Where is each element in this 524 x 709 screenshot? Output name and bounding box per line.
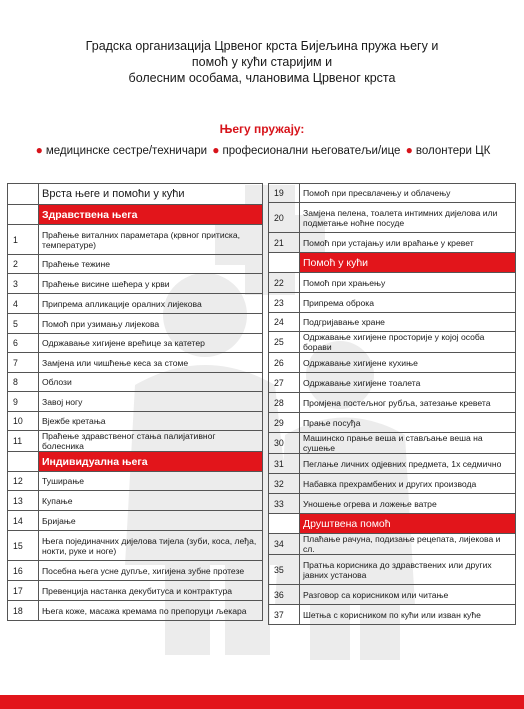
table-row [8, 255, 263, 274]
services-table-left [7, 183, 263, 621]
row-number: 11 [8, 431, 39, 452]
row-service: Помоћ при узимању лијекова [39, 314, 263, 334]
intro-text [0, 38, 524, 86]
row-service: Одржавање хигијене врећице за катетер [39, 334, 263, 353]
row-number: 18 [8, 601, 39, 621]
section-num-cell [8, 205, 39, 225]
table-row [269, 353, 516, 373]
row-number: 22 [269, 273, 300, 293]
table-row [8, 314, 263, 334]
row-service: Шетња с корисником по кући или изван куће [300, 605, 516, 625]
row-number: 37 [269, 605, 300, 625]
table-header: Врста његе и помоћи у кући [39, 184, 263, 205]
row-service: Разговор са корисником или читање [300, 585, 516, 605]
row-number: 24 [269, 313, 300, 332]
row-number: 16 [8, 561, 39, 581]
row-service: Припрема апликације оралних лијекова [39, 294, 263, 314]
row-number: 23 [269, 293, 300, 313]
table-row [8, 274, 263, 294]
table-header-row [8, 184, 263, 205]
row-number: 2 [8, 255, 39, 274]
services-table-right [268, 183, 516, 625]
row-number: 31 [269, 454, 300, 474]
row-service: Набавка прехрамбених и других производа [300, 474, 516, 494]
row-number: 7 [8, 353, 39, 373]
table-row [8, 353, 263, 373]
intro-line-3: болесним особама, члановима Црвеног крста [128, 71, 396, 85]
row-service: Посебна њега усне дупље, хигијена зубне протезе [39, 561, 263, 581]
row-number: 6 [8, 334, 39, 353]
table-row [269, 393, 516, 413]
row-service: Одржавање хигијене тоалета [300, 373, 516, 393]
section-num-cell [269, 253, 300, 273]
row-number: 36 [269, 585, 300, 605]
row-number: 4 [8, 294, 39, 314]
row-number: 30 [269, 433, 300, 454]
row-number: 13 [8, 491, 39, 511]
table-row [8, 225, 263, 255]
section-heading: Здравствена њега [39, 205, 263, 225]
row-service: Плаћање рачуна, подизање рецепата, лијекова и сл. [300, 534, 516, 555]
section-num-cell [8, 452, 39, 472]
bullet-icon: ● [212, 143, 220, 157]
row-number: 29 [269, 413, 300, 433]
row-number: 9 [8, 392, 39, 412]
row-service: Праћење виталних параметара (крвног притиска, температуре) [39, 225, 263, 255]
table-row [8, 491, 263, 511]
footer-bar [0, 695, 524, 709]
row-number: 19 [269, 184, 300, 203]
section-heading: Индивидуална њега [39, 452, 263, 472]
row-number: 3 [8, 274, 39, 294]
bullet-icon: ● [405, 143, 413, 157]
row-number: 1 [8, 225, 39, 255]
table-row [8, 334, 263, 353]
row-service: Вјежбе кретања [39, 412, 263, 431]
table-row [269, 273, 516, 293]
table-row [269, 534, 516, 555]
row-service: Бријање [39, 511, 263, 531]
section-row [269, 253, 516, 273]
row-service: Пеглање личних одјевних предмета, 1х седмично [300, 454, 516, 474]
row-service: Одржавање хигијене кухиње [300, 353, 516, 373]
row-number: 21 [269, 233, 300, 253]
row-service: Пратња корисника до здравствених или других јавних установа [300, 555, 516, 585]
table-row [8, 392, 263, 412]
row-service: Уношење огрева и ложење ватре [300, 494, 516, 514]
table-row [8, 373, 263, 392]
row-service: Промјена постељног рубља, затезање кревета [300, 393, 516, 413]
section-row [8, 452, 263, 472]
row-number: 33 [269, 494, 300, 514]
row-number: 20 [269, 203, 300, 233]
table-row [269, 555, 516, 585]
row-number: 28 [269, 393, 300, 413]
intro-line-2: помоћ у кући старијим и [191, 55, 333, 69]
bullet-icon: ● [35, 143, 43, 157]
intro-line-1: Градска организација Црвеног крста Бијељина пружа његу и [85, 39, 439, 53]
table-row [8, 561, 263, 581]
table-row [269, 433, 516, 454]
row-service: Припрема оброка [300, 293, 516, 313]
table-row [269, 474, 516, 494]
row-number: 5 [8, 314, 39, 334]
section-row [269, 514, 516, 534]
row-service: Превенција настанка декубитуса и контрактура [39, 581, 263, 601]
role-item: професионални његоватељи/ице [222, 145, 401, 157]
table-row [269, 585, 516, 605]
table-row [8, 472, 263, 491]
table-row [8, 601, 263, 621]
row-number: 8 [8, 373, 39, 392]
row-number: 12 [8, 472, 39, 491]
row-service: Облози [39, 373, 263, 392]
row-number: 14 [8, 511, 39, 531]
table-row [8, 412, 263, 431]
section-heading: Помоћ у кући [300, 253, 516, 273]
table-row [8, 294, 263, 314]
row-service: Туширање [39, 472, 263, 491]
role-item: медицинске сестре/техничари [45, 145, 208, 157]
section-heading: Друштвена помоћ [300, 514, 516, 534]
row-service: Купање [39, 491, 263, 511]
row-service: Замјена пелена, тоалета интимних дијелова или подметање ноћне посуде [300, 203, 516, 233]
table-row [269, 494, 516, 514]
table-row [269, 293, 516, 313]
row-service: Праћење здравственог стања палијативног болесника [39, 431, 263, 452]
row-number: 32 [269, 474, 300, 494]
provides-heading: Његу пружају: [219, 122, 305, 136]
table-row [269, 184, 516, 203]
table-row [269, 413, 516, 433]
table-row [269, 233, 516, 253]
table-row [8, 511, 263, 531]
row-service: Завој ногу [39, 392, 263, 412]
role-item: волонтери ЦК [415, 145, 491, 157]
row-service: Одржавање хигијене просторије у којој особа борави [300, 332, 516, 353]
row-service: Праћење висине шећера у крви [39, 274, 263, 294]
row-number: 25 [269, 332, 300, 353]
table-row [269, 605, 516, 625]
row-number: 26 [269, 353, 300, 373]
table-row [269, 373, 516, 393]
row-service: Прање посуђа [300, 413, 516, 433]
row-service: Помоћ при пресвлачењу и облачењу [300, 184, 516, 203]
table-row [8, 431, 263, 452]
header-num-cell [8, 184, 39, 205]
table-row [8, 581, 263, 601]
row-service: Њега појединачних дијелова тијела (зуби, коса, леђа, нокти, руке и ноге) [39, 531, 263, 561]
table-row [8, 531, 263, 561]
row-service: Помоћ при устајању или враћање у кревет [300, 233, 516, 253]
row-service: Машинско прање веша и стављање веша на сушење [300, 433, 516, 454]
row-number: 17 [8, 581, 39, 601]
row-service: Њега коже, масажа кремама по препоруци љекара [39, 601, 263, 621]
row-service: Праћење тежине [39, 255, 263, 274]
row-service: Подгријавање хране [300, 313, 516, 332]
table-row [269, 203, 516, 233]
table-row [269, 332, 516, 353]
row-service: Замјена или чишћење кеса за стоме [39, 353, 263, 373]
row-number: 35 [269, 555, 300, 585]
roles-list [0, 143, 524, 157]
row-number: 34 [269, 534, 300, 555]
row-service: Помоћ при храњењу [300, 273, 516, 293]
section-num-cell [269, 514, 300, 534]
row-number: 15 [8, 531, 39, 561]
section-row [8, 205, 263, 225]
table-row [269, 313, 516, 332]
row-number: 27 [269, 373, 300, 393]
row-number: 10 [8, 412, 39, 431]
table-row [269, 454, 516, 474]
